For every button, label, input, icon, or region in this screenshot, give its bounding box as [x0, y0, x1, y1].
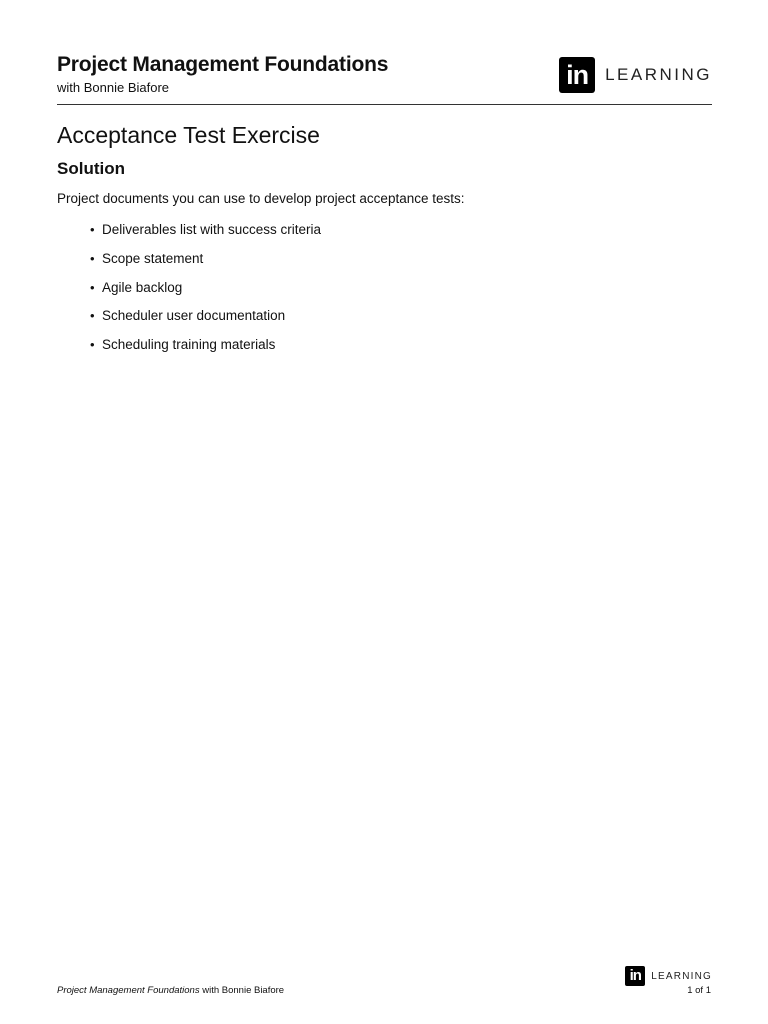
- section-heading: Solution: [57, 159, 125, 178]
- list-item: [90, 308, 321, 337]
- intro-text: Project documents you can use to develop project acceptance tests:: [57, 191, 465, 206]
- list-item-text: Scope statement: [102, 250, 204, 266]
- bullet-dot-icon: •: [90, 279, 95, 295]
- bullet-dot-icon: •: [90, 250, 95, 266]
- list-item: [90, 337, 321, 366]
- course-author: with Bonnie Biafore: [57, 80, 170, 95]
- page-header: [57, 52, 712, 105]
- footer-logo-mark: in: [625, 966, 645, 986]
- list-item: [90, 280, 321, 309]
- footer-credit: [57, 985, 284, 996]
- deliverables-list: [90, 222, 321, 366]
- list-item: [90, 222, 321, 251]
- linkedin-learning-logo-icon: [559, 56, 712, 94]
- linkedin-learning-logo-icon: [625, 965, 712, 987]
- list-item-text: Scheduling training materials: [102, 337, 276, 353]
- list-item-text: Agile backlog: [102, 279, 183, 295]
- list-item: [90, 251, 321, 280]
- list-item-text: Deliverables list with success criteria: [102, 222, 322, 237]
- footer-course-title: Project Management Foundations: [57, 985, 200, 996]
- logo-wordmark: LEARNING: [605, 65, 712, 84]
- footer-author: with Bonnie Biafore: [202, 985, 285, 996]
- footer-logo-wordmark: LEARNING: [651, 970, 712, 982]
- bullet-dot-icon: •: [90, 308, 95, 324]
- list-item-text: Scheduler user documentation: [102, 308, 286, 324]
- document-title: Acceptance Test Exercise: [57, 122, 320, 148]
- page-number: 1 of 1: [687, 985, 711, 996]
- course-title: Project Management Foundations: [57, 53, 389, 76]
- bullet-dot-icon: •: [90, 337, 95, 353]
- logo-mark: in: [559, 57, 595, 93]
- bullet-dot-icon: •: [90, 222, 95, 237]
